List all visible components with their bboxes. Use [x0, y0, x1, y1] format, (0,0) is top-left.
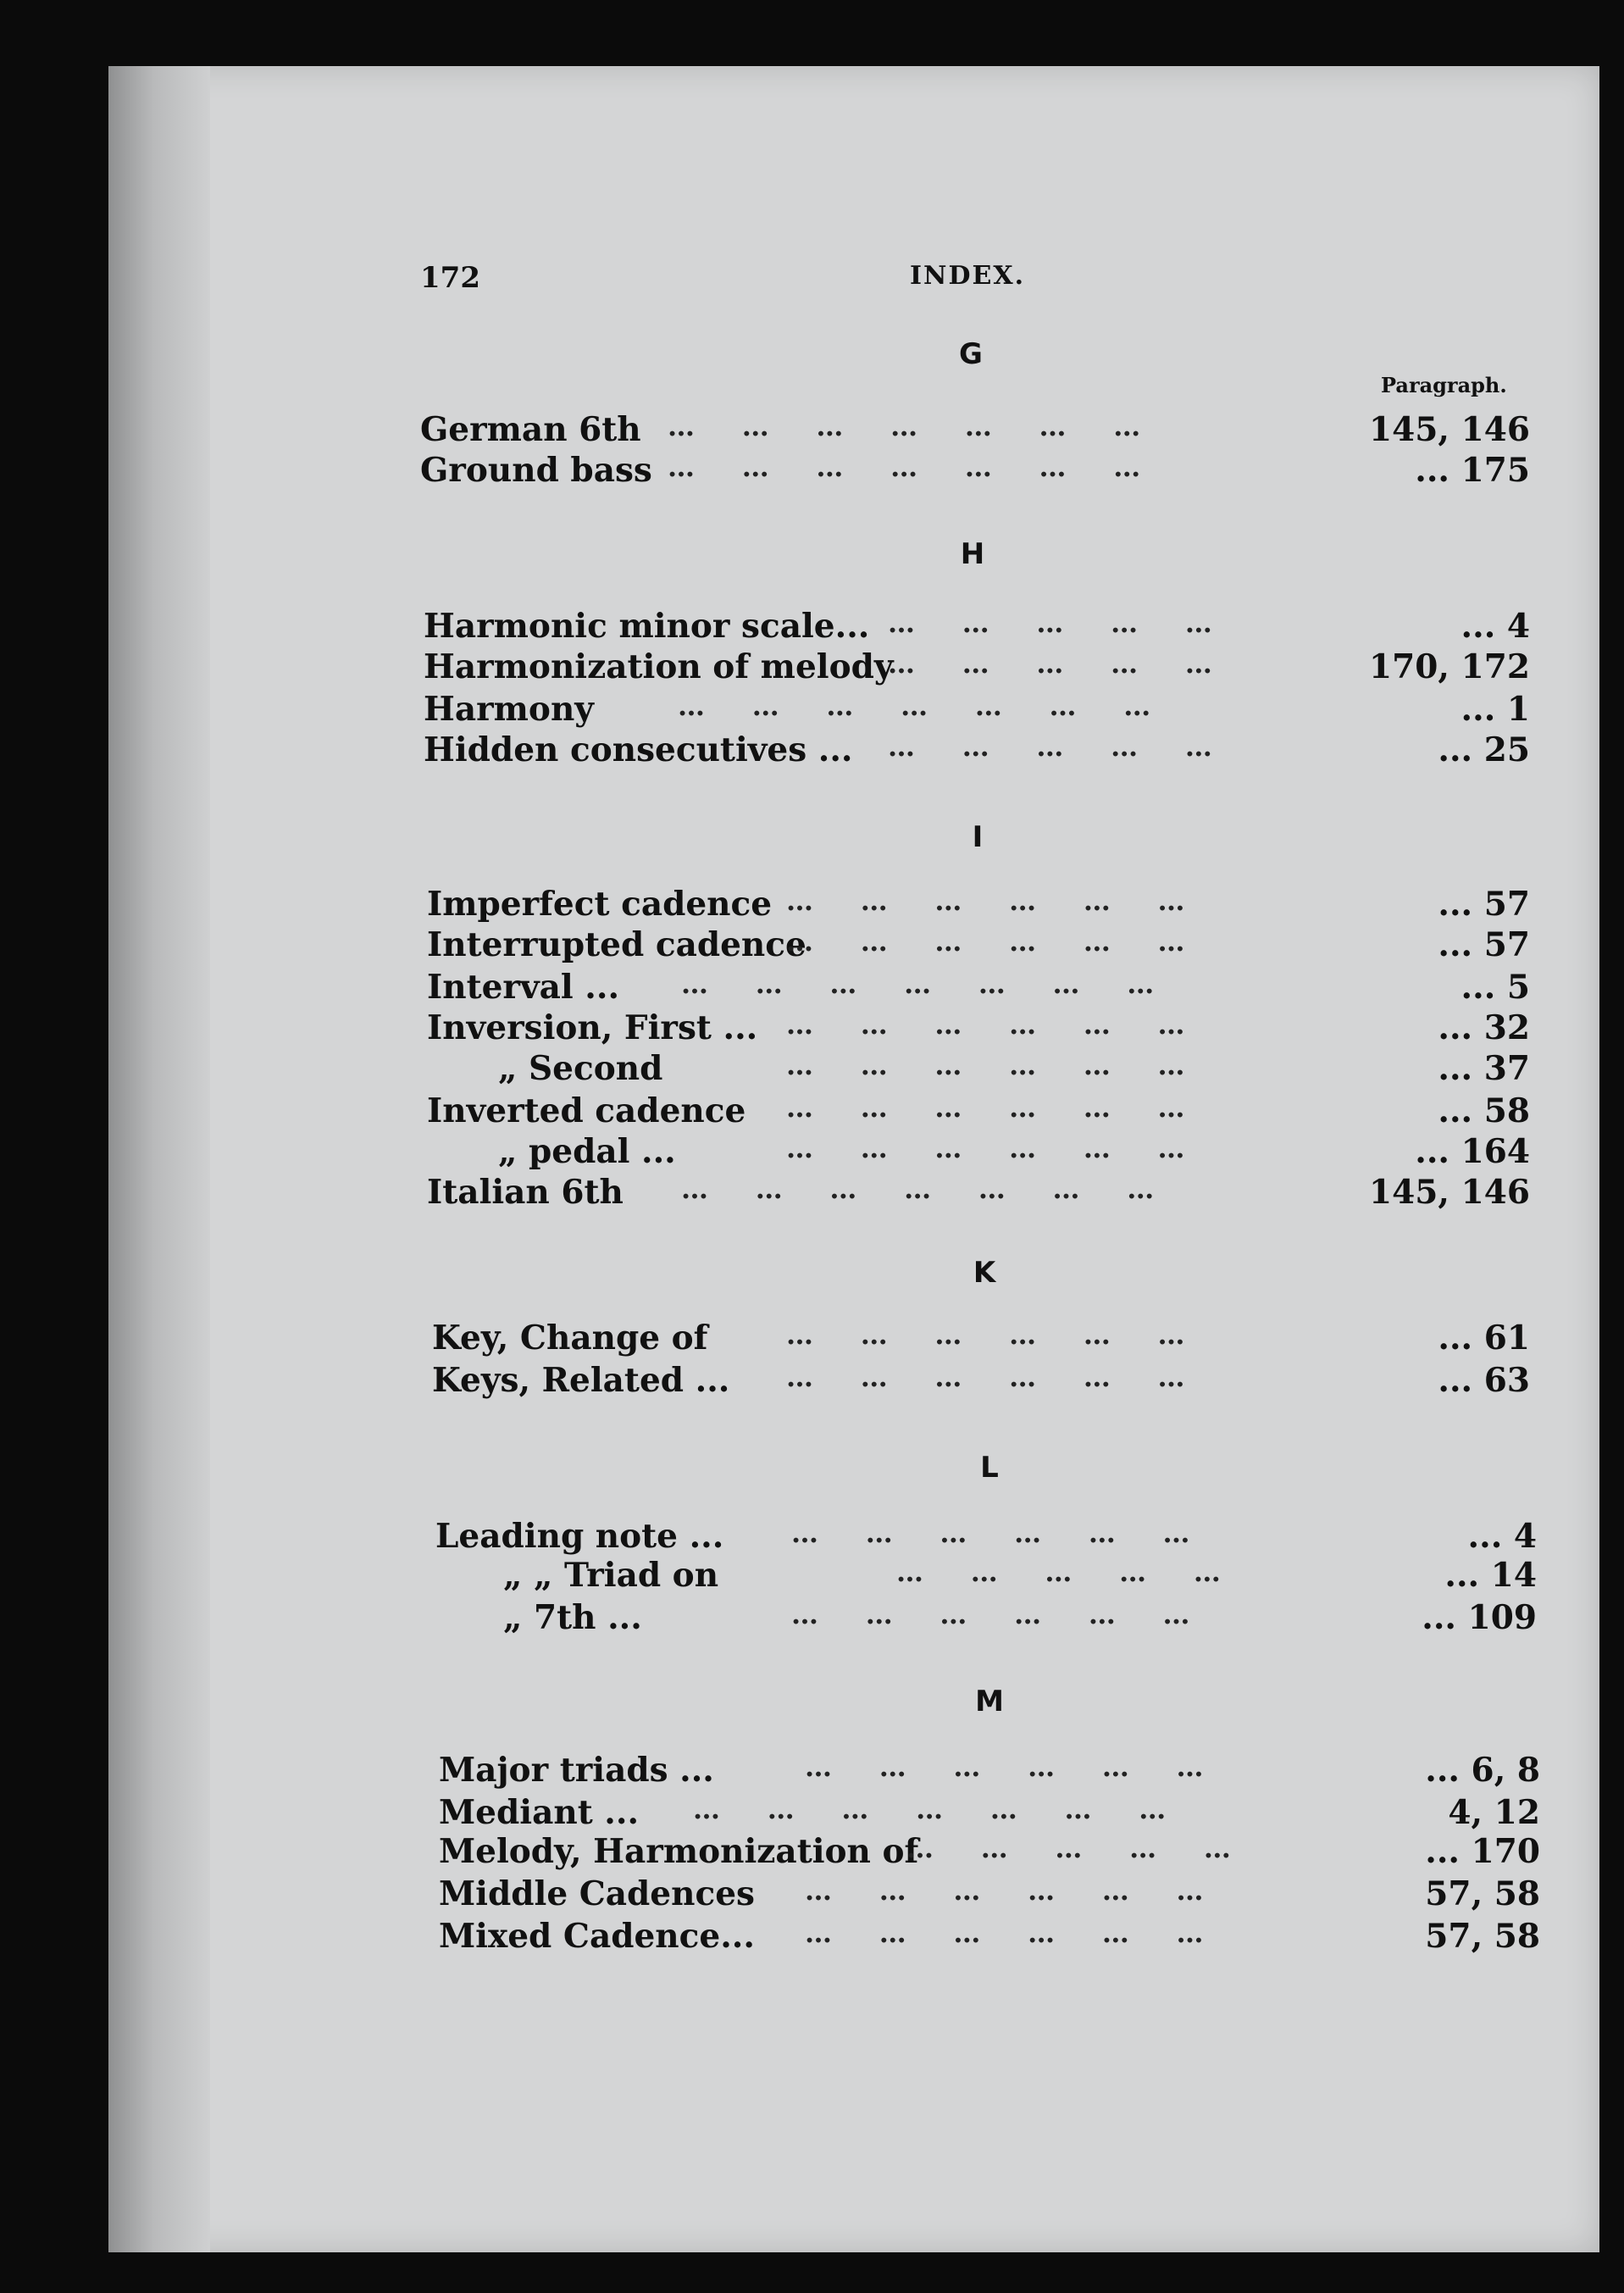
- leader-dots: … … … … … … …: [678, 690, 1151, 722]
- index-entry: [424, 647, 1530, 691]
- entry-reference: ... 109: [1422, 1598, 1537, 1637]
- index-entry: [424, 730, 1530, 775]
- index-entry: [427, 1132, 1530, 1176]
- leader-dots: … … … … …: [888, 607, 1212, 639]
- entry-reference: ... 57: [1438, 885, 1530, 924]
- entry-reference: 4, 12: [1448, 1793, 1540, 1832]
- leader-dots: … … … … … …: [786, 925, 1185, 958]
- section-letter-k: K: [973, 1256, 996, 1290]
- index-entry: [420, 451, 1530, 495]
- entry-term: Mediant ...: [439, 1793, 640, 1832]
- index-entry: [439, 1793, 1540, 1837]
- entry-term: Harmonic minor scale...: [424, 607, 870, 646]
- entry-term: Interrupted cadence: [427, 925, 806, 964]
- leader-dots: … … … … …: [888, 730, 1212, 763]
- page-gutter: [108, 66, 210, 2252]
- index-entry: [432, 1319, 1530, 1363]
- index-entry: [435, 1517, 1537, 1561]
- entry-reference: ... 63: [1438, 1361, 1530, 1400]
- leader-dots: … … … … …: [896, 1556, 1221, 1588]
- entry-term: Italian 6th: [427, 1173, 624, 1212]
- page-number: 172: [420, 261, 480, 295]
- index-entry: [427, 968, 1530, 1012]
- entry-reference: ... 14: [1444, 1556, 1537, 1595]
- leader-dots: … … … … … …: [786, 1049, 1185, 1081]
- entry-reference: ... 5: [1460, 968, 1530, 1007]
- entry-term: „ pedal ...: [498, 1132, 676, 1171]
- leader-dots: … … … … … …: [786, 1361, 1185, 1393]
- leader-dots: … … … … …: [906, 1832, 1231, 1864]
- entry-reference: ... 170: [1425, 1832, 1540, 1871]
- entry-reference: ... 58: [1438, 1091, 1530, 1130]
- index-entry: [427, 885, 1530, 929]
- section-letter-g: G: [959, 337, 983, 371]
- entry-term: Middle Cadences: [439, 1874, 755, 1913]
- section-letter-h: H: [960, 537, 985, 571]
- index-entry: [435, 1598, 1537, 1642]
- entry-term: Keys, Related ...: [432, 1361, 730, 1400]
- index-entry: [439, 1874, 1540, 1918]
- entry-term: German 6th: [420, 410, 641, 449]
- entry-term: „ 7th ...: [503, 1598, 642, 1637]
- page-header: [420, 261, 1030, 303]
- entry-reference: ... 1: [1460, 690, 1530, 729]
- index-entry: [427, 1049, 1530, 1093]
- index-entry: [427, 1008, 1530, 1052]
- entry-term: Melody, Harmonization of: [439, 1832, 919, 1871]
- index-entry: [427, 925, 1530, 969]
- page-title: INDEX.: [910, 261, 1026, 291]
- entry-reference: ... 37: [1438, 1049, 1530, 1088]
- leader-dots: … … … … … …: [786, 885, 1185, 917]
- leader-dots: … … … … … … …: [668, 451, 1141, 483]
- entry-term: Inversion, First ...: [427, 1008, 758, 1047]
- index-entry: [435, 1556, 1537, 1600]
- index-entry: [427, 1091, 1530, 1135]
- entry-term: Imperfect cadence: [427, 885, 773, 924]
- index-entry: [424, 607, 1530, 651]
- leader-dots: … … … … … …: [805, 1874, 1204, 1907]
- entry-reference: ... 25: [1438, 730, 1530, 769]
- index-entry: [420, 410, 1530, 454]
- leader-dots: … … … … … …: [805, 1751, 1204, 1783]
- entry-reference: ... 4: [1460, 607, 1530, 646]
- leader-dots: … … … … … …: [786, 1132, 1185, 1164]
- entry-term: Leading note ...: [435, 1517, 724, 1556]
- entry-term: Harmony: [424, 690, 594, 729]
- entry-reference: 57, 58: [1425, 1917, 1540, 1956]
- entry-term: Major triads ...: [439, 1751, 714, 1790]
- entry-reference: ... 32: [1438, 1008, 1530, 1047]
- entry-reference: ... 6, 8: [1425, 1751, 1540, 1790]
- index-entry: [439, 1832, 1540, 1876]
- entry-term: Interval ...: [427, 968, 620, 1007]
- entry-reference: ... 61: [1438, 1319, 1530, 1357]
- entry-term: Inverted cadence: [427, 1091, 746, 1130]
- leader-dots: … … … … … …: [786, 1008, 1185, 1041]
- index-entry: [439, 1751, 1540, 1795]
- leader-dots: … … … … … …: [791, 1517, 1190, 1549]
- entry-term: Ground bass: [420, 451, 652, 490]
- index-entry: [424, 690, 1530, 734]
- leader-dots: … … … … … …: [791, 1598, 1190, 1630]
- entry-reference: 145, 146: [1369, 410, 1530, 449]
- entry-term: „ Second: [498, 1049, 663, 1088]
- section-letter-i: I: [972, 820, 984, 854]
- index-entry: [427, 1173, 1530, 1217]
- leader-dots: … … … … … … …: [681, 968, 1155, 1000]
- leader-dots: … … … … … …: [805, 1917, 1204, 1949]
- entry-term: Harmonization of melody: [424, 647, 894, 686]
- entry-reference: ... 164: [1415, 1132, 1530, 1171]
- entry-term: Key, Change of: [432, 1319, 708, 1357]
- entry-reference: ... 175: [1415, 451, 1530, 490]
- entry-term: „ „ Triad on: [503, 1556, 719, 1595]
- entry-term: Hidden consecutives ...: [424, 730, 853, 769]
- leader-dots: … … … … … …: [786, 1319, 1185, 1351]
- leader-dots: … … … … … … …: [681, 1173, 1155, 1205]
- index-entry: [439, 1917, 1540, 1961]
- section-letter-l: L: [980, 1451, 999, 1485]
- leader-dots: … … … … …: [888, 647, 1212, 680]
- entry-reference: ... 4: [1467, 1517, 1537, 1556]
- leader-dots: … … … … … …: [786, 1091, 1185, 1124]
- entry-reference: 57, 58: [1425, 1874, 1540, 1913]
- leader-dots: … … … … … … …: [668, 410, 1141, 442]
- entry-term: Mixed Cadence...: [439, 1917, 755, 1956]
- section-letter-m: M: [975, 1685, 1004, 1718]
- entry-reference: 145, 146: [1369, 1173, 1530, 1212]
- paragraph-column-label: Paragraph.: [1381, 373, 1507, 397]
- index-entry: [432, 1361, 1530, 1405]
- entry-reference: 170, 172: [1369, 647, 1530, 686]
- leader-dots: … … … … … … …: [693, 1793, 1167, 1825]
- entry-reference: ... 57: [1438, 925, 1530, 964]
